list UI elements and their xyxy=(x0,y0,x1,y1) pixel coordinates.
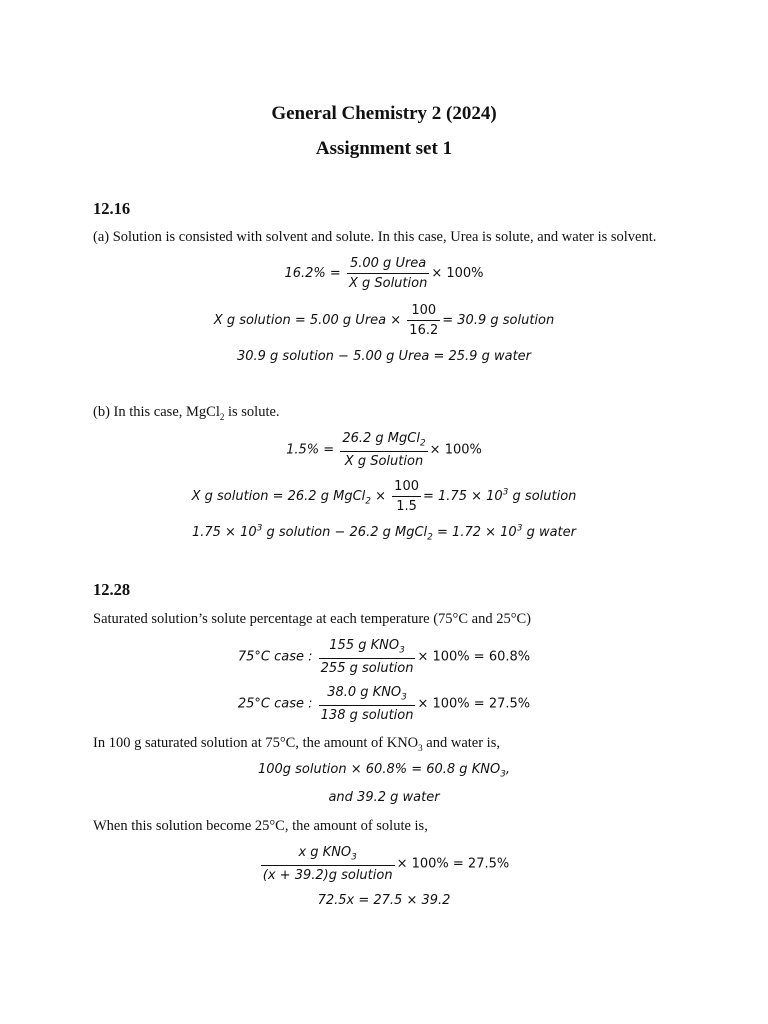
eq-c5-num-pre: x g KNO xyxy=(298,845,352,860)
eq-c2-denominator: 138 g solution xyxy=(320,707,414,723)
eq-b3-c: = 1.72 × 10 xyxy=(432,525,517,541)
eq-c1-fraction xyxy=(319,638,416,676)
eq-b3-sub: 2 xyxy=(427,532,433,543)
eq-c2-fraction xyxy=(319,685,416,723)
section2-text3: When this solution become 25°C, the amount of solute is, xyxy=(93,818,428,834)
section-heading-12-28: 12.28 xyxy=(93,580,131,599)
eq-c5-rhs: × 100% = 27.5% xyxy=(396,856,510,872)
eq-b2-denominator: 1.5 xyxy=(396,499,417,514)
part-b-text-pre: (b) In this case, MgCl xyxy=(93,404,220,420)
equation-a3 xyxy=(0,349,768,364)
eq-b2-lhs-pre: X g solution = 26.2 g MgCl xyxy=(191,489,366,504)
eq-b2-rhs xyxy=(423,489,576,504)
eq-a2-rhs: = 30.9 g solution xyxy=(442,313,555,328)
eq-c3-text xyxy=(257,762,511,780)
eq-b3-d: g water xyxy=(522,525,576,541)
eq-c5-numerator xyxy=(261,845,395,866)
section2-text2-post: and water is, xyxy=(422,735,500,751)
eq-b1-numerator xyxy=(340,431,427,452)
section2-text2-pre: In 100 g saturated solution at 75°C, the amount of KNO xyxy=(93,735,419,751)
eq-c2-num-pre: 38.0 g KNO xyxy=(327,685,402,700)
eq-c3-post: , xyxy=(505,762,511,777)
eq-c4-text: and 39.2 g water xyxy=(328,790,440,805)
part-b-text-sub: 2 xyxy=(219,411,225,422)
section2-text2-sub: 3 xyxy=(418,742,423,753)
eq-b3-sup1: 3 xyxy=(256,524,263,534)
eq-a1-denominator: X g Solution xyxy=(348,276,428,291)
equation-a1 xyxy=(0,256,768,291)
eq-c1-rhs: × 100% = 60.8% xyxy=(417,649,531,665)
eq-c3-pre: 100g solution × 60.8% = 60.8 g KNO xyxy=(257,762,501,777)
equation-b1 xyxy=(0,431,768,469)
document-title: General Chemistry 2 (2024) xyxy=(271,103,497,124)
equation-b3 xyxy=(0,524,768,543)
eq-a3-text: 30.9 g solution − 5.00 g Urea = 25.9 g water xyxy=(236,349,532,364)
equation-c3 xyxy=(0,762,768,780)
eq-c2-num-sub: 3 xyxy=(401,692,407,703)
equation-b2 xyxy=(0,479,768,514)
eq-b1-rhs: × 100% xyxy=(429,442,482,458)
eq-b3-text xyxy=(191,524,576,543)
eq-b2-rhs-post: g solution xyxy=(508,489,577,504)
eq-c1-num-pre: 155 g KNO xyxy=(329,638,400,653)
part-b-text xyxy=(93,404,280,422)
section-heading-12-16: 12.16 xyxy=(93,199,131,218)
eq-b2-numerator: 100 xyxy=(392,479,421,497)
eq-a1-lhs: 16.2% = xyxy=(284,266,345,281)
eq-b2-rhs-pre: = 1.75 × 10 xyxy=(423,489,503,504)
eq-b1-fraction xyxy=(340,431,427,469)
eq-b1-num-pre: 26.2 g MgCl xyxy=(342,431,420,446)
eq-c3-sub: 3 xyxy=(500,769,506,780)
eq-c1-num-sub: 3 xyxy=(399,645,405,656)
eq-b2-lhs-post: × xyxy=(371,489,391,504)
eq-c5-num-sub: 3 xyxy=(351,852,357,863)
section2-text2 xyxy=(93,735,500,753)
eq-a2-fraction xyxy=(407,303,440,338)
eq-c5-denominator: (x + 39.2)g solution xyxy=(262,867,393,883)
eq-b3-b: g solution − 26.2 g MgCl xyxy=(262,525,428,541)
eq-b2-fraction xyxy=(392,479,421,514)
eq-a1-numerator: 5.00 g Urea xyxy=(347,256,429,274)
equation-c1 xyxy=(0,638,768,676)
eq-c1-lhs: 75°C case : xyxy=(237,649,317,665)
eq-c2-numerator xyxy=(319,685,416,706)
equation-a2 xyxy=(0,303,768,338)
eq-b3-sup2: 3 xyxy=(516,524,523,534)
eq-a1-fraction xyxy=(347,256,429,291)
document-subtitle: Assignment set 1 xyxy=(315,138,453,159)
part-b-text-post: is solute. xyxy=(224,404,280,420)
equation-c6 xyxy=(0,893,768,908)
eq-a2-denominator: 16.2 xyxy=(409,323,439,338)
eq-c6-text: 72.5x = 27.5 × 39.2 xyxy=(317,893,451,908)
eq-b2-lhs xyxy=(191,489,391,507)
eq-b1-denominator: X g Solution xyxy=(344,453,424,469)
eq-c1-denominator: 255 g solution xyxy=(320,660,414,676)
eq-b3-a: 1.75 × 10 xyxy=(191,525,257,541)
eq-c1-numerator xyxy=(319,638,416,659)
eq-a2-lhs: X g solution = 5.00 g Urea × xyxy=(213,313,406,328)
eq-c5-fraction xyxy=(261,845,395,883)
eq-b1-num-sub: 2 xyxy=(419,438,426,449)
eq-c2-lhs: 25°C case : xyxy=(237,696,317,712)
equation-c4 xyxy=(0,790,768,805)
equation-c2 xyxy=(0,685,768,723)
equation-c5 xyxy=(0,845,768,883)
eq-a1-rhs: × 100% xyxy=(431,266,484,281)
eq-c2-rhs: × 100% = 27.5% xyxy=(417,696,531,712)
eq-b2-lhs-sub: 2 xyxy=(365,496,371,507)
part-a-text: (a) Solution is consisted with solvent and solute. In this case, Urea is solute, and water is solvent. xyxy=(93,229,657,245)
eq-b1-lhs: 1.5% = xyxy=(286,442,339,458)
section2-intro: Saturated solution’s solute percentage at each temperature (75°C and 25°C) xyxy=(93,611,531,627)
eq-a2-numerator: 100 xyxy=(407,303,440,321)
eq-b2-rhs-sup: 3 xyxy=(502,487,509,498)
